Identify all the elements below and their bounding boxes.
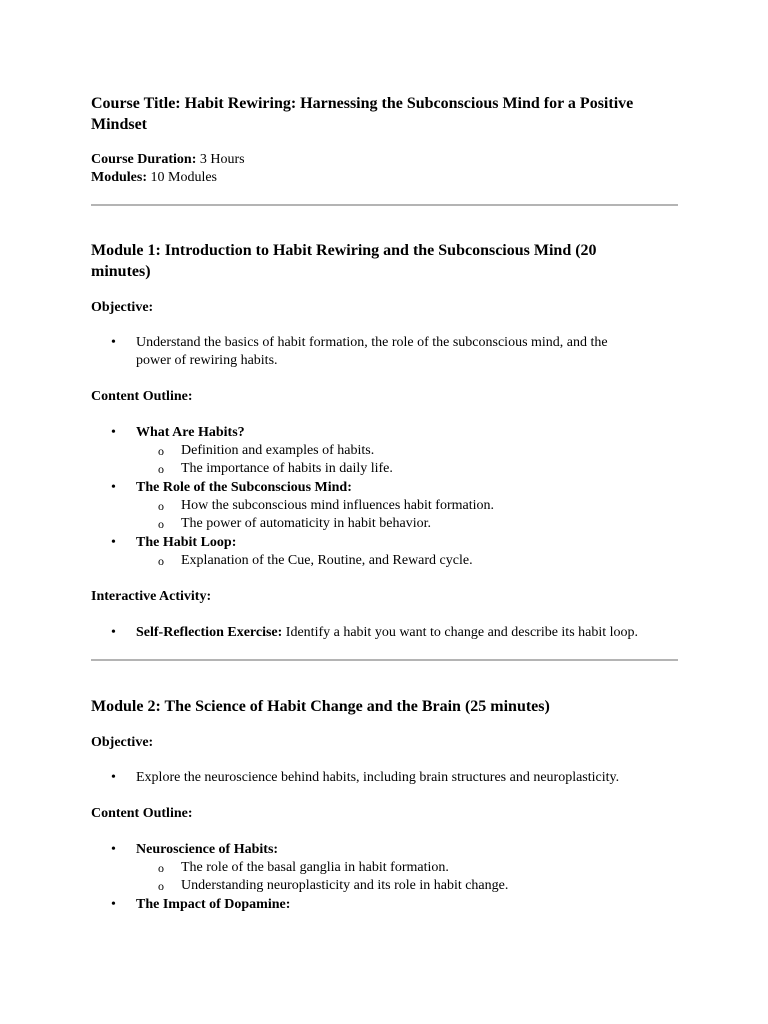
- module1-outline-item: The Role of the Subconscious Mind:: [136, 480, 352, 495]
- modules-label: Modules:: [91, 170, 147, 185]
- bullet-icon: •: [111, 770, 116, 785]
- bullet-icon: •: [111, 480, 116, 495]
- bullet-icon: •: [111, 625, 116, 640]
- sub-bullet-icon: o: [158, 861, 164, 875]
- module1-objective-line1: Understand the basics of habit formation, the role of the subconscious mind, and the: [136, 335, 608, 350]
- module2-objective-label: Objective:: [91, 735, 154, 750]
- module2-heading: Module 2: The Science of Habit Change and the Brain (25 minutes): [91, 698, 550, 715]
- module1-heading: [91, 240, 597, 282]
- bullet-icon: •: [111, 897, 116, 912]
- bullet-icon: •: [111, 535, 116, 550]
- module1-objective-label: Objective:: [91, 300, 154, 315]
- module1-heading-line2: minutes): [91, 263, 151, 280]
- module1-activity-item: [136, 624, 638, 642]
- duration-label: Course Duration:: [91, 152, 197, 167]
- module1-heading-line1: Module 1: Introduction to Habit Rewiring and the Subconscious Mind (20: [91, 242, 597, 259]
- module1-outline-subitem: The power of automaticity in habit behavior.: [181, 516, 431, 531]
- module1-outline-subitem: The importance of habits in daily life.: [181, 461, 393, 476]
- module1-outline-subitem: Definition and examples of habits.: [181, 443, 375, 458]
- module1-objective-text: [136, 334, 608, 370]
- activity-title: Self-Reflection Exercise:: [136, 625, 283, 640]
- divider: [91, 659, 678, 661]
- modules-value: 10 Modules: [147, 170, 217, 185]
- sub-bullet-icon: o: [158, 554, 164, 568]
- module1-outline-subitem: How the subconscious mind influences habit formation.: [181, 498, 494, 513]
- module1-outline-subitem: Explanation of the Cue, Routine, and Reward cycle.: [181, 553, 473, 568]
- sub-bullet-icon: o: [158, 444, 164, 458]
- module2-outline-item: Neuroscience of Habits:: [136, 842, 279, 857]
- module1-outline-item: The Habit Loop:: [136, 535, 237, 550]
- bullet-icon: •: [111, 425, 116, 440]
- course-title-line2: Mindset: [91, 116, 147, 133]
- sub-bullet-icon: o: [158, 462, 164, 476]
- sub-bullet-icon: o: [158, 879, 164, 893]
- module2-outline-subitem: The role of the basal ganglia in habit formation.: [181, 860, 449, 875]
- activity-text: Identify a habit you want to change and describe its habit loop.: [282, 625, 639, 640]
- module2-outline-subitem: Understanding neuroplasticity and its role in habit change.: [181, 878, 509, 893]
- course-title: [91, 93, 633, 135]
- module2-outline-label: Content Outline:: [91, 806, 193, 821]
- course-duration: [91, 151, 245, 169]
- bullet-icon: •: [111, 335, 116, 350]
- course-modules: [91, 169, 217, 187]
- module2-outline-item: The Impact of Dopamine:: [136, 897, 291, 912]
- module1-activity-label: Interactive Activity:: [91, 589, 212, 604]
- course-title-line1: Course Title: Habit Rewiring: Harnessing the Subconscious Mind for a Positive: [91, 95, 634, 112]
- bullet-icon: •: [111, 842, 116, 857]
- sub-bullet-icon: o: [158, 499, 164, 513]
- module1-outline-label: Content Outline:: [91, 389, 193, 404]
- duration-value: 3 Hours: [196, 152, 245, 167]
- module2-objective-text: Explore the neuroscience behind habits, including brain structures and neuroplasticity.: [136, 770, 620, 785]
- module1-objective-line2: power of rewiring habits.: [136, 353, 278, 368]
- divider: [91, 204, 678, 206]
- sub-bullet-icon: o: [158, 517, 164, 531]
- module1-outline-item: What Are Habits?: [136, 425, 245, 440]
